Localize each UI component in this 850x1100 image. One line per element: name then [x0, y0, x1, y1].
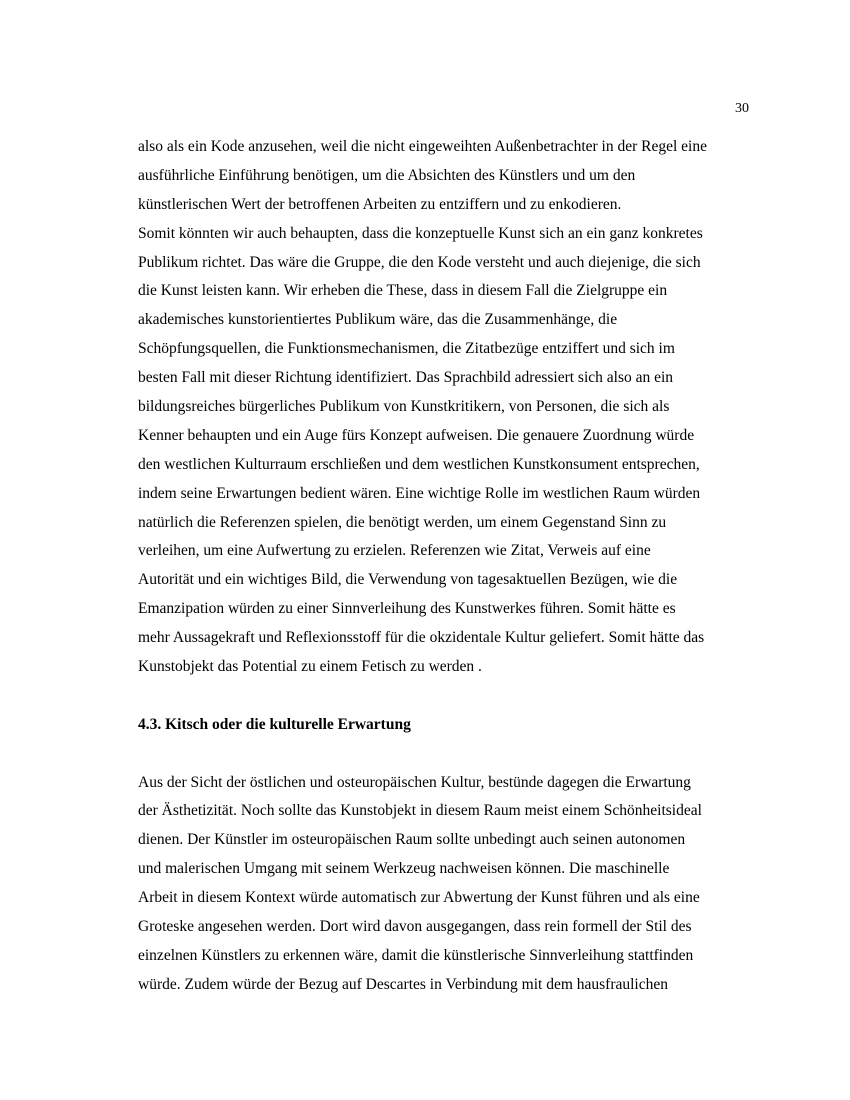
text-line: Groteske angesehen werden. Dort wird davon ausgegangen, dass rein formell der Stil des [138, 918, 692, 936]
text-line: Aus der Sicht der östlichen und osteuropäischen Kultur, bestünde dagegen die Erwartung [138, 773, 691, 791]
text-line: Autorität und ein wichtiges Bild, die Verwendung von tagesaktuellen Bezügen, wie die [138, 571, 678, 589]
section-heading: 4.3. Kitsch oder die kulturelle Erwartung [138, 715, 411, 733]
text-line: dienen. Der Künstler im osteuropäischen Raum sollte unbedingt auch seinen autonomen [138, 831, 686, 849]
page-number: 30 [735, 101, 749, 116]
text-line: natürlich die Referenzen spielen, die benötigt werden, um einem Gegenstand Sinn zu [138, 513, 667, 531]
text-line: Kenner behaupten und ein Auge fürs Konzept aufweisen. Die genauere Zuordnung würde [138, 426, 695, 444]
text-line: Emanzipation würden zu einer Sinnverleihung des Kunstwerkes führen. Somit hätte es [138, 600, 676, 618]
text-line: Schöpfungsquellen, die Funktionsmechanismen, die Zitatbezüge entziffert und sich im [138, 340, 675, 358]
text-line: und malerischen Umgang mit seinem Werkzeug nachweisen können. Die maschinelle [138, 860, 670, 878]
text-line: akademisches kunstorientiertes Publikum wäre, das die Zusammenhänge, die [138, 311, 618, 329]
document-body [138, 133, 768, 1000]
text-line: indem seine Erwartungen bedient wären. Eine wichtige Rolle im westlichen Raum würden [138, 484, 701, 502]
text-line: einzelnen Künstlers zu erkennen wäre, damit die künstlerische Sinnverleihung stattfinden [138, 946, 694, 964]
text-line: künstlerischen Wert der betroffenen Arbeiten zu entziffern und zu enkodieren. [138, 195, 622, 213]
text-line: der Ästhetizität. Noch sollte das Kunstobjekt in diesem Raum meist einem Schönheitsideal [138, 802, 702, 820]
text-line: Somit könnten wir auch behaupten, dass die konzeptuelle Kunst sich an ein ganz konkretes [138, 224, 703, 242]
text-line: Kunstobjekt das Potential zu einem Fetisch zu werden . [138, 658, 482, 676]
text-line: die Kunst leisten kann. Wir erheben die These, dass in diesem Fall die Zielgruppe ein [138, 282, 668, 300]
text-line: bildungsreiches bürgerliches Publikum von Kunstkritikern, von Personen, die sich als [138, 398, 670, 416]
text-line: ausführliche Einführung benötigen, um die Absichten des Künstlers und um den [138, 166, 636, 184]
text-line: verleihen, um eine Aufwertung zu erzielen. Referenzen wie Zitat, Verweis auf eine [138, 542, 651, 560]
paragraph-spacer [138, 740, 768, 769]
text-line: den westlichen Kulturraum erschließen und dem westlichen Kunstkonsument entsprechen, [138, 455, 700, 473]
text-line: Publikum richtet. Das wäre die Gruppe, die den Kode versteht und auch diejenige, die sich [138, 253, 701, 271]
text-line: besten Fall mit dieser Richtung identifiziert. Das Sprachbild adressiert sich also an ein [138, 369, 674, 387]
text-line: Arbeit in diesem Kontext würde automatisch zur Abwertung der Kunst führen und als eine [138, 889, 700, 907]
text-line: würde. Zudem würde der Bezug auf Descartes in Verbindung mit dem hausfraulichen [138, 975, 668, 993]
paragraph-conceptual-art [138, 133, 768, 682]
paragraph-eastern-expectation [138, 769, 768, 1000]
text-line: mehr Aussagekraft und Reflexionsstoff für die okzidentale Kultur geliefert. Somit hätte das [138, 629, 705, 647]
text-line: also als ein Kode anzusehen, weil die nicht eingeweihten Außenbetrachter in der Regel eine [138, 138, 707, 155]
paragraph-spacer [138, 682, 768, 711]
